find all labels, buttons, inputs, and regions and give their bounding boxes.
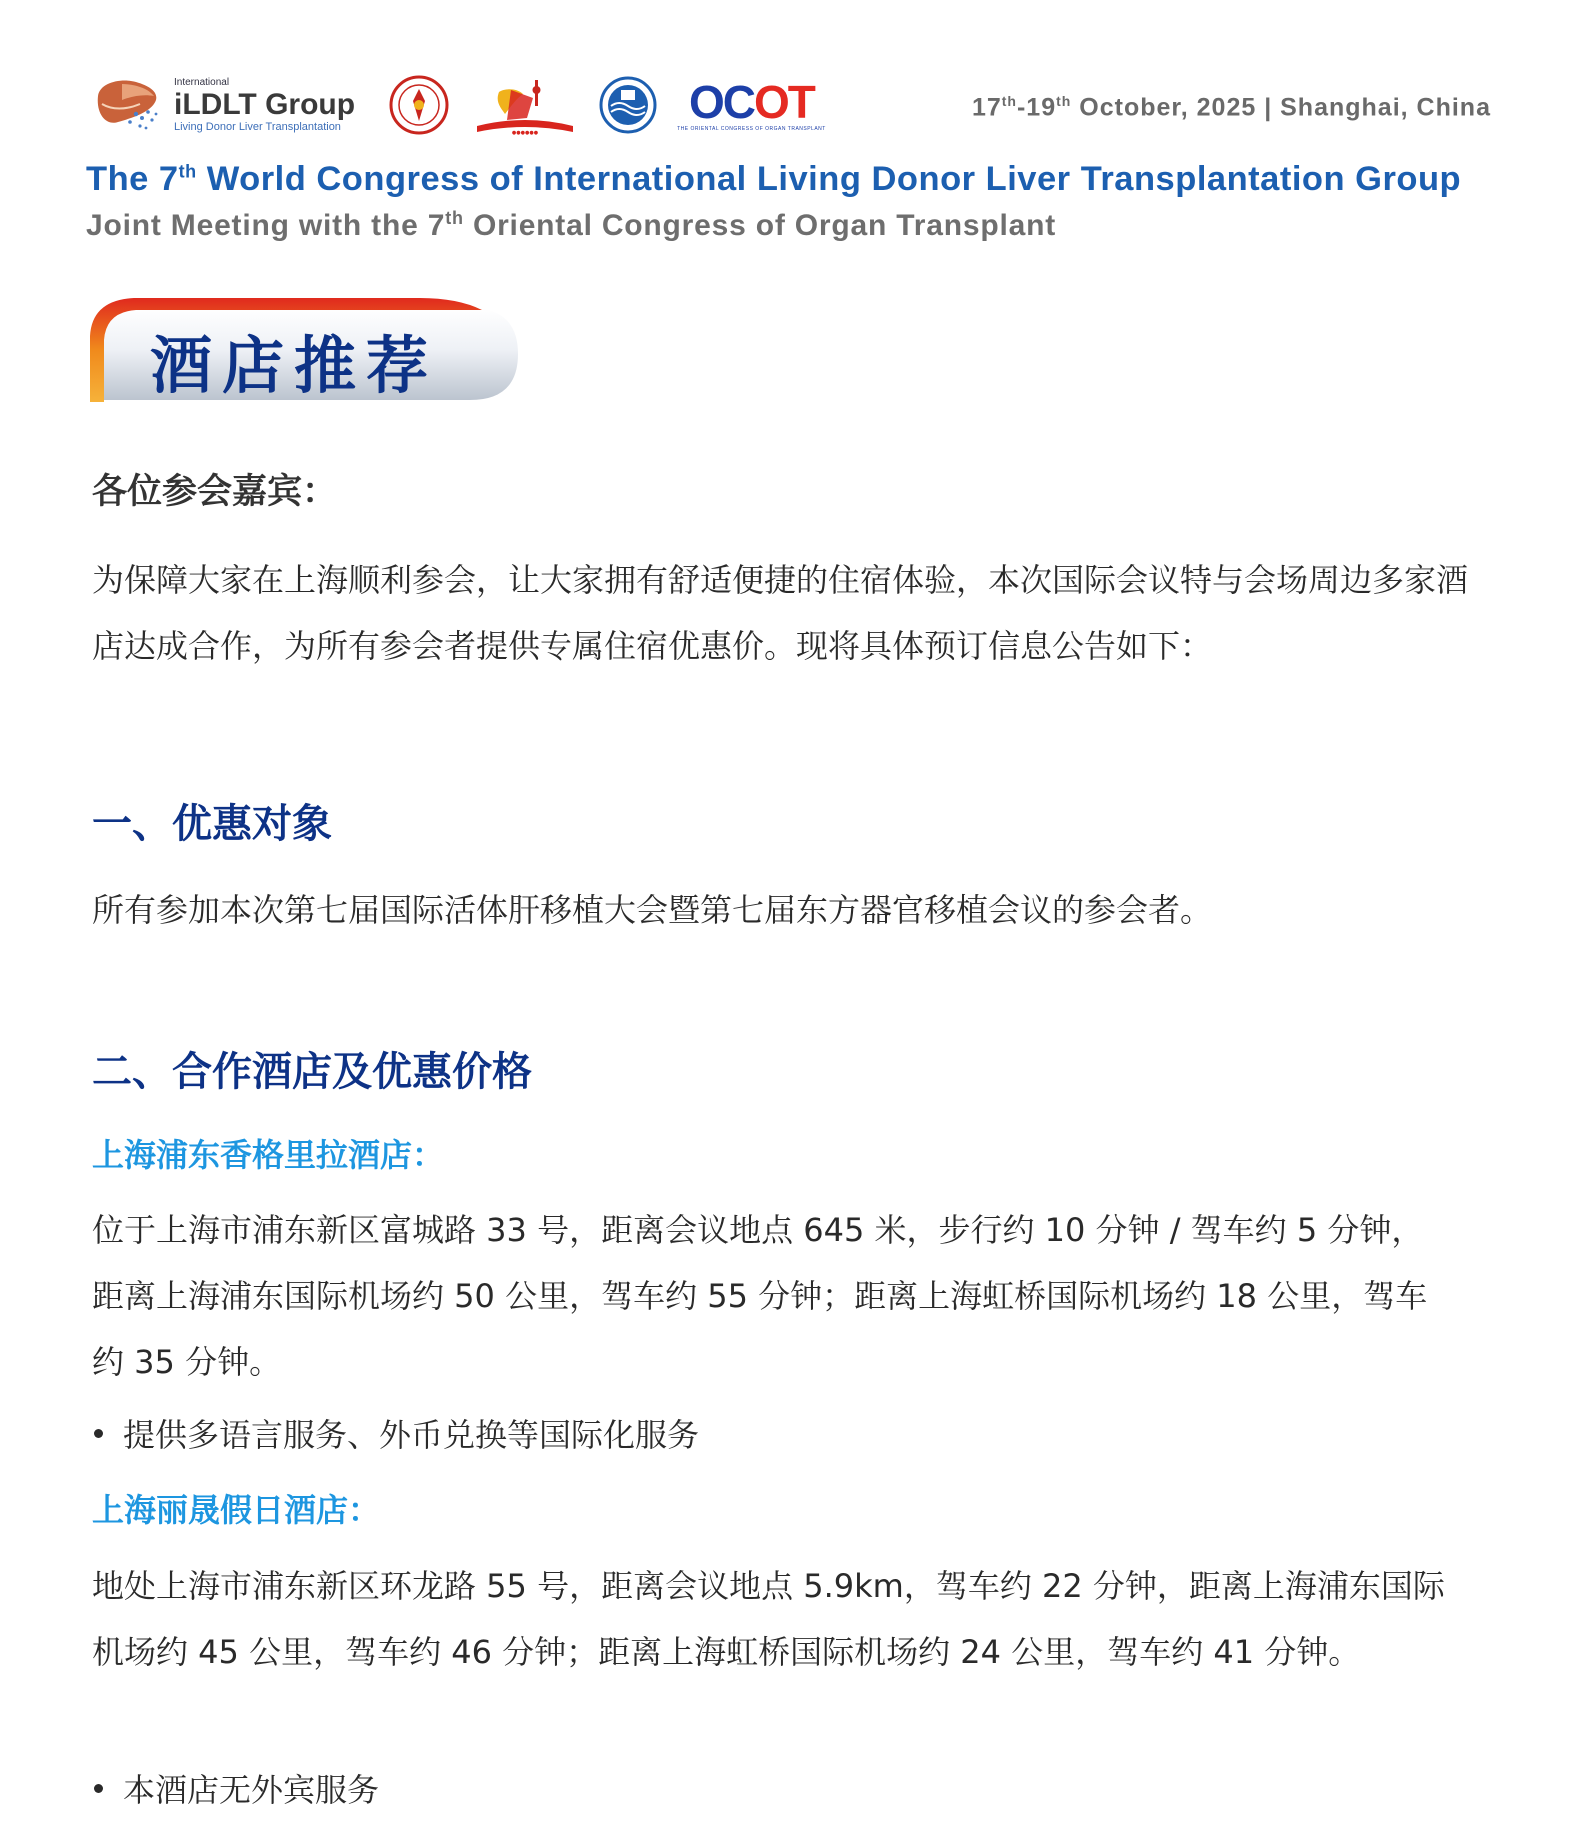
- sub-sup: th: [445, 208, 464, 228]
- hotel-bullet-text: 本酒店无外宾服务: [123, 1771, 380, 1809]
- section-banner: [90, 296, 530, 404]
- sub-post: Oriental Congress of Organ Transplant: [463, 209, 1056, 242]
- header-logo-bar: [92, 70, 826, 140]
- sub-pre: Joint Meeting with the 7: [86, 209, 446, 242]
- date-start-suffix: th: [1001, 93, 1017, 109]
- section1-text: 所有参加本次第七届国际活体肝移植大会暨第七届东方器官移植会议的参会者。: [92, 891, 1213, 929]
- hotel-bullet-holiday-inn: [92, 1765, 379, 1811]
- ocot-tagline: THE ORIENTAL CONGRESS OF ORGAN TRANSPLANT: [677, 125, 826, 132]
- date-end-num: 19: [1026, 93, 1057, 122]
- title-sup: th: [178, 161, 197, 182]
- greeting: 各位参会嘉宾：: [92, 472, 338, 512]
- hotel-name-holiday-inn: 上海丽晟假日酒店：: [92, 1491, 381, 1529]
- section2-heading: 二、合作酒店及优惠价格: [92, 1049, 532, 1095]
- congress-title: [86, 160, 1506, 199]
- date-rest: October, 2025 | Shanghai, China: [1071, 93, 1491, 122]
- congress-subtitle: [86, 208, 1056, 243]
- hotel-desc-shangrila: 位于上海市浦东新区富城路 33 号，距离会议地点 645 米，步行约 10 分钟 / 驾车约 5 分钟，距离上海浦东国际机场约 50 公里，驾车约 55 分钟；距离上海虹桥国际机场约 18 公里，驾车约 35 分钟。: [92, 1211, 1428, 1381]
- intro-paragraph: 为保障大家在上海顺利参会，让大家拥有舒适便捷的住宿体验，本次国际会议特与会场周边多家酒店达成合作，为所有参会者提供专属住宿优惠价。现将具体预订信息公告如下：: [92, 561, 1469, 665]
- hotel-bullet-text: 提供多语言服务、外币兑换等国际化服务: [123, 1416, 700, 1454]
- renji-logo: [599, 76, 657, 134]
- title-pre: The 7: [86, 160, 179, 198]
- bullet-dot-icon: [94, 1784, 103, 1793]
- svg-text:●●●●●●: ●●●●●●: [511, 130, 539, 136]
- ocot-logo: OCOT THE ORIENTAL CONGRESS OF ORGAN TRANSPLANT: [677, 75, 826, 132]
- banner-label: 酒店推荐: [150, 329, 439, 402]
- dongfang-logo: [471, 74, 579, 136]
- liver-emblem-icon: [92, 74, 164, 136]
- bullet-dot-icon: [94, 1429, 103, 1438]
- hotel-name-shangrila: 上海浦东香格里拉酒店：: [92, 1136, 445, 1174]
- ildlt-small-label: International: [174, 76, 230, 88]
- date-start-num: 17: [971, 93, 1002, 122]
- hotel-bullet-shangrila: [92, 1410, 699, 1456]
- event-date-location: 17th-19th October, 2025 | Shanghai, China: [971, 93, 1491, 122]
- ildlt-name: iLDLT Group: [174, 87, 356, 121]
- date-end-suffix: th: [1056, 93, 1072, 109]
- hotel-desc-holiday-inn: 地处上海市浦东新区环龙路 55 号，距离会议地点 5.9km，驾车约 22 分钟，距离上海浦东国际机场约 45 公里，驾车约 46 分钟；距离上海虹桥国际机场约 24 公里，驾车约 41 分钟。: [92, 1567, 1445, 1671]
- title-post: World Congress of International Living Donor Liver Transplantation Group: [196, 160, 1462, 198]
- section1-heading: 一、优惠对象: [92, 801, 332, 847]
- ildlt-sub-label: Living Donor Liver Transplantation: [174, 120, 341, 133]
- society-seal-logo: [389, 75, 449, 135]
- ildlt-logo: [92, 74, 355, 136]
